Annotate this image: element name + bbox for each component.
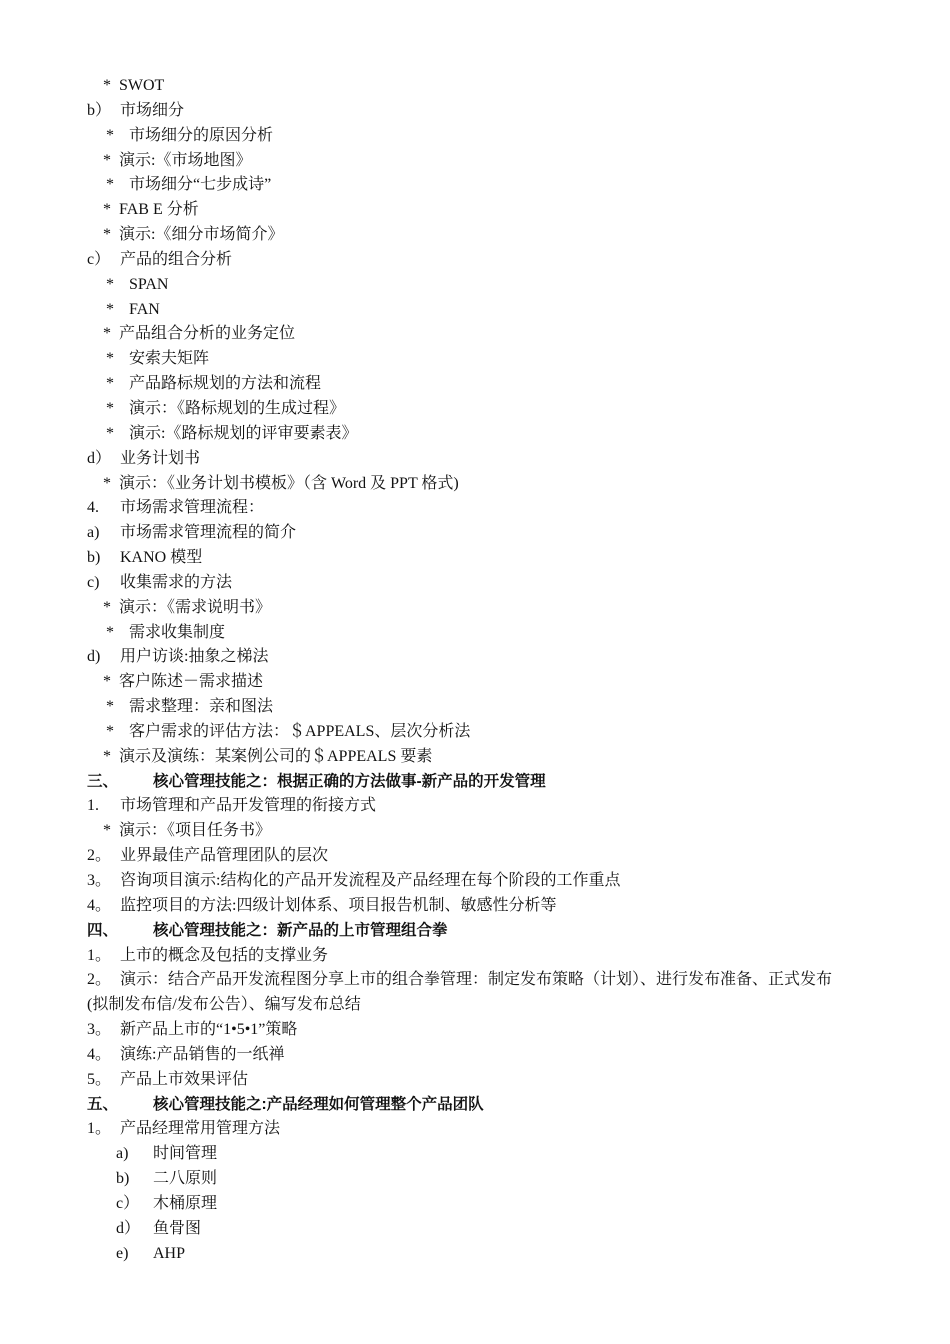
list-item-text: KANO 模型 [120, 549, 203, 567]
section-heading [87, 770, 887, 795]
list-item [87, 1043, 887, 1068]
list-item [87, 372, 887, 397]
list-item [87, 198, 887, 223]
list-item-text: 安索夫矩阵 [129, 350, 210, 368]
list-item-text: AHP [153, 1244, 186, 1262]
list-marker: a) [116, 1145, 129, 1163]
list-item [87, 1167, 887, 1192]
list-item-text: 市场细分“七步成诗” [129, 176, 272, 194]
list-marker: 1。 [87, 946, 112, 964]
list-item-text: 演示：《项目任务书》 [119, 822, 272, 840]
list-item-text: FAB E 分析 [119, 201, 199, 219]
list-item-text: 市场管理和产品开发管理的衔接方式 [120, 797, 377, 815]
list-item-text: 木桶原理 [153, 1194, 218, 1212]
section-number: 四、 [87, 921, 119, 939]
list-item [87, 869, 887, 894]
list-marker: 4。 [87, 1045, 112, 1063]
bullet-marker: * [106, 424, 114, 442]
list-item [87, 695, 887, 720]
list-item [87, 944, 887, 969]
section-number: 五、 [87, 1095, 119, 1113]
list-item [87, 74, 887, 99]
list-item [87, 745, 887, 770]
list-item-text: 演示：《路标规划的生成过程》 [129, 399, 346, 417]
list-marker: c) [87, 573, 100, 591]
list-marker: c） [87, 250, 111, 268]
list-marker: 3。 [87, 1021, 112, 1039]
list-item-text: SWOT [119, 77, 165, 94]
list-item-text: 鱼骨图 [153, 1219, 202, 1237]
list-marker: d) [87, 648, 101, 666]
list-marker: e) [116, 1244, 129, 1262]
list-marker: b) [116, 1170, 130, 1188]
list-marker: d） [87, 449, 112, 467]
list-item-text: 上市的概念及包括的支撑业务 [120, 946, 329, 964]
bullet-marker: * [106, 300, 114, 318]
list-item-text: 产品组合分析的业务定位 [119, 325, 296, 343]
section-title: 核心管理技能之：根据正确的方法做事-新产品的开发管理 [153, 772, 546, 790]
list-item [87, 1217, 887, 1242]
list-item-text: 产品的组合分析 [120, 250, 233, 268]
section-title: 核心管理技能之:产品经理如何管理整个产品团队 [153, 1095, 484, 1113]
list-item-text: 产品路标规划的方法和流程 [129, 375, 322, 393]
bullet-marker: * [103, 822, 111, 840]
bullet-marker: * [103, 151, 111, 169]
list-item-text: 演练:产品销售的一纸禅 [120, 1045, 285, 1063]
bullet-marker: * [103, 226, 111, 244]
list-item [87, 968, 887, 993]
list-item-text: 需求整理：亲和图法 [129, 698, 274, 716]
list-item-text: 新产品上市的“1•5•1”策略 [120, 1021, 298, 1039]
list-marker: 5。 [87, 1070, 112, 1088]
list-item-text: 二八原则 [153, 1170, 218, 1188]
section-heading [87, 1093, 887, 1118]
list-item-text: SPAN [129, 275, 169, 293]
list-item [87, 819, 887, 844]
list-marker: d） [116, 1219, 141, 1237]
section-number: 三、 [87, 772, 119, 790]
list-item [87, 273, 887, 298]
list-item-text: 咨询项目演示:结构化的产品开发流程及产品经理在每个阶段的工作重点 [120, 872, 621, 889]
list-item [87, 99, 887, 124]
list-item [87, 149, 887, 174]
list-item-text: 市场需求管理流程： [120, 499, 265, 517]
list-marker: 2。 [87, 847, 112, 865]
list-marker: 3。 [87, 872, 112, 889]
bullet-marker: * [106, 399, 114, 417]
list-item [87, 173, 887, 198]
list-item [87, 621, 887, 646]
list-item-text: 产品上市效果评估 [120, 1070, 249, 1088]
bullet-marker: * [103, 747, 111, 765]
bullet-marker: * [106, 698, 114, 716]
bullet-marker: * [106, 350, 114, 368]
bullet-marker: * [106, 176, 114, 194]
bullet-marker: * [103, 77, 111, 94]
list-item [87, 248, 887, 273]
list-item-text: 演示:《市场地图》 [119, 151, 252, 169]
list-item-text: (拟制发布信/发布公告）、编写发布总结 [87, 996, 361, 1014]
list-marker: b) [87, 549, 101, 567]
list-item-text: 收集需求的方法 [120, 573, 233, 591]
list-item-text: 市场需求管理流程的简介 [120, 524, 297, 542]
bullet-marker: * [103, 598, 111, 616]
bullet-marker: * [106, 722, 114, 740]
document-body [87, 74, 887, 1267]
list-marker: 1。 [87, 1120, 112, 1138]
list-item-text: 客户需求的评估方法：＄APPEALS、层次分析法 [129, 722, 471, 740]
bullet-marker: * [103, 201, 111, 219]
list-item-text: 演示：《业务计划书模板》（含 Word 及 PPT 格式) [119, 474, 459, 492]
list-item-text: FAN [129, 300, 160, 318]
list-item [87, 1068, 887, 1093]
list-item [87, 1018, 887, 1043]
list-item [87, 521, 887, 546]
list-item [87, 347, 887, 372]
list-marker: b） [87, 101, 112, 119]
list-item [87, 844, 887, 869]
list-item-text: 需求收集制度 [129, 623, 226, 641]
list-item [87, 571, 887, 596]
list-item [87, 596, 887, 621]
list-item [87, 1242, 887, 1267]
list-item [87, 645, 887, 670]
bullet-marker: * [106, 375, 114, 393]
list-item [87, 124, 887, 149]
list-item [87, 223, 887, 248]
bullet-marker: * [103, 673, 111, 691]
list-item [87, 670, 887, 695]
list-item [87, 894, 887, 919]
list-item [87, 397, 887, 422]
list-item-text: 演示：结合产品开发流程图分享上市的组合拳管理：制定发布策略（计划）、进行发布准备、正式发布 [120, 971, 833, 989]
bullet-marker: * [103, 325, 111, 343]
list-item-text: 市场细分的原因分析 [129, 126, 274, 144]
list-item [87, 422, 887, 447]
list-item-text: 产品经理常用管理方法 [120, 1120, 281, 1138]
list-marker: c） [116, 1194, 140, 1212]
list-item-text: 演示：《需求说明书》 [119, 598, 272, 616]
list-item [87, 794, 887, 819]
list-item [87, 1117, 887, 1142]
section-title: 核心管理技能之：新产品的上市管理组合拳 [153, 921, 448, 939]
list-item-text: 演示及演练：某案例公司的＄APPEALS 要素 [119, 747, 433, 765]
list-item [87, 322, 887, 347]
bullet-marker: * [106, 275, 114, 293]
list-item-continuation [87, 993, 887, 1018]
list-marker: 2。 [87, 971, 112, 989]
list-marker: 4。 [87, 896, 112, 914]
list-item [87, 1192, 887, 1217]
list-marker: 1. [87, 797, 99, 815]
bullet-marker: * [106, 623, 114, 641]
list-item-text: 演示:《路标规划的评审要素表》 [129, 424, 358, 442]
list-item [87, 447, 887, 472]
list-marker: 4. [87, 499, 99, 517]
list-item [87, 720, 887, 745]
list-item [87, 298, 887, 323]
list-item [87, 472, 887, 497]
list-item-text: 业界最佳产品管理团队的层次 [120, 847, 329, 865]
list-item-text: 市场细分 [120, 101, 185, 119]
list-item [87, 496, 887, 521]
bullet-marker: * [103, 474, 111, 492]
bullet-marker: * [106, 126, 114, 144]
list-item-text: 用户访谈:抽象之梯法 [120, 648, 269, 666]
section-heading [87, 919, 887, 944]
list-item [87, 1142, 887, 1167]
list-item-text: 业务计划书 [120, 449, 201, 467]
list-item-text: 客户陈述－需求描述 [119, 673, 264, 691]
list-item [87, 546, 887, 571]
list-item-text: 时间管理 [153, 1145, 218, 1163]
list-item-text: 演示:《细分市场简介》 [119, 226, 284, 244]
list-item-text: 监控项目的方法:四级计划体系、项目报告机制、敏感性分析等 [120, 896, 557, 914]
list-marker: a) [87, 524, 100, 542]
